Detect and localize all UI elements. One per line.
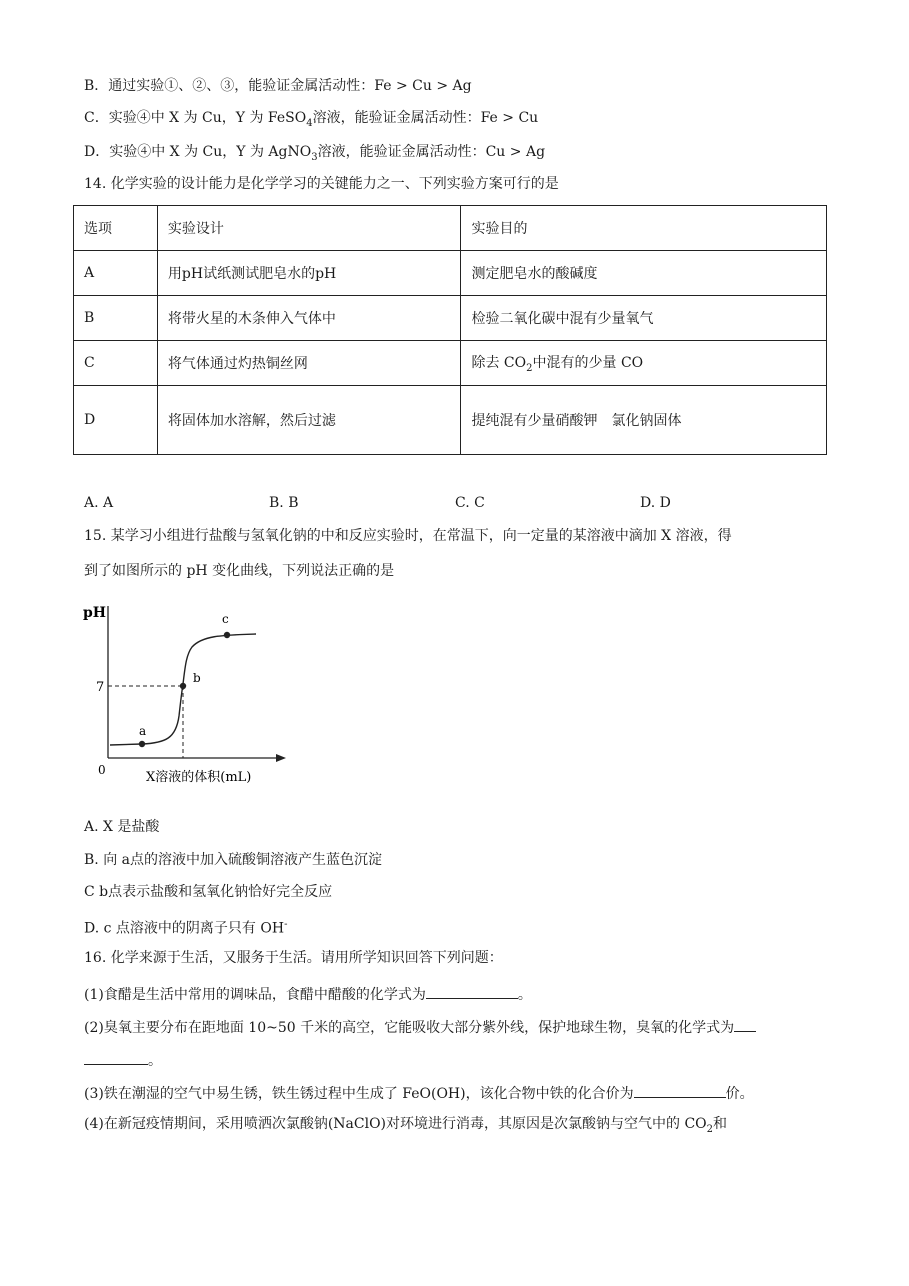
point-a-label: a xyxy=(139,724,147,738)
point-c-label: c xyxy=(222,612,229,626)
q14-table xyxy=(73,205,827,455)
table-cell: 除去 $CO_2$中混有的少量 CO xyxy=(461,341,827,386)
table-header: 选项 xyxy=(74,206,158,251)
table-row xyxy=(74,296,827,341)
origin-label: 0 xyxy=(98,763,106,777)
table-header: 实验设计 xyxy=(157,206,461,251)
x-axis-arrow xyxy=(276,754,286,762)
table-cell: 测定肥皂水的酸碱度 xyxy=(461,251,827,296)
table-row xyxy=(74,386,827,455)
table-cell: 将固体加水溶解，然后过滤 xyxy=(157,386,461,455)
q15-option-c: C b点表示盐酸和氢氧化钠恰好完全反应 xyxy=(84,884,333,900)
q14-stem: 14. 化学实验的设计能力是化学学习的关键能力之一、下列实验方案可行的是 xyxy=(84,176,559,192)
table-row xyxy=(74,251,827,296)
q14-answer-d: D. D xyxy=(640,495,671,511)
point-b xyxy=(180,683,186,689)
table-cell: C xyxy=(74,341,158,386)
table-cell: D xyxy=(74,386,158,455)
q14-answer-a: A. A xyxy=(84,495,114,511)
table-row xyxy=(74,341,827,386)
table-cell: A xyxy=(74,251,158,296)
q13-option-c: C．实验④中 X 为 Cu，Y 为 FeSO$_4$溶液，能验证金属活动性：Fe > Cu xyxy=(84,110,539,129)
y-axis-label: pH xyxy=(83,605,107,621)
q15-option-b: B. 向 a点的溶液中加入硫酸铜溶液产生蓝色沉淀 xyxy=(84,852,382,868)
point-a xyxy=(139,741,145,747)
q14-answer-b: B. B xyxy=(269,495,299,511)
answer-blank[interactable] xyxy=(84,1050,148,1065)
q15-option-a: A. X 是盐酸 xyxy=(84,819,160,835)
table-cell: 提纯混有少量硝酸钾 氯化钠固体 xyxy=(461,386,827,455)
table-cell: 将气体通过灼热铜丝网 xyxy=(157,341,461,386)
answer-blank[interactable] xyxy=(426,984,518,999)
x-axis-label: X溶液的体积(mL) xyxy=(146,770,252,785)
table-cell: 将带火星的木条伸入气体中 xyxy=(157,296,461,341)
q16-part-3: (3)铁在潮湿的空气中易生锈，铁生锈过程中生成了 FeO(OH)，该化合物中铁的化合价为 价。 xyxy=(84,1083,754,1104)
q16-stem: 16. 化学来源于生活，又服务于生活。请用所学知识回答下列问题： xyxy=(84,950,503,966)
q16-part-2-cont: 。 xyxy=(84,1050,162,1071)
point-c xyxy=(224,632,230,638)
q14-answer-c: C. C xyxy=(455,495,485,511)
q15-stem-line2: 到了如图所示的 pH 变化曲线，下列说法正确的是 xyxy=(84,563,395,579)
q15-stem-line1: 15. 某学习小组进行盐酸与氢氧化钠的中和反应实验时，在常温下，向一定量的某溶液中滴加 X 溶液，得 xyxy=(84,528,732,544)
table-cell: 用pH试纸测试肥皂水的pH xyxy=(157,251,461,296)
answer-blank[interactable] xyxy=(734,1017,756,1032)
q13-option-d: D．实验④中 X 为 Cu，Y 为 AgNO$_3$溶液，能验证金属活动性：Cu > Ag xyxy=(84,144,546,163)
q13-option-b: B．通过实验①、②、③，能验证金属活动性：Fe > Cu > Ag xyxy=(84,78,472,94)
table-header: 实验目的 xyxy=(461,206,827,251)
y-tick-label: 7 xyxy=(96,680,105,695)
q16-part-1: (1)食醋是生活中常用的调味品，食醋中醋酸的化学式为 。 xyxy=(84,984,532,1005)
q15-option-d: D. c 点溶液中的阴离子只有 OH- xyxy=(84,919,288,937)
q16-part-2: (2)臭氧主要分布在距地面 10~50 千米的高空，它能吸收大部分紫外线，保护地球生物，臭氧的化学式为 xyxy=(84,1017,756,1038)
table-cell: B xyxy=(74,296,158,341)
table-cell: 检验二氧化碳中混有少量氧气 xyxy=(461,296,827,341)
table-header-row xyxy=(74,206,827,251)
ph-curve-chart xyxy=(80,598,300,790)
q16-part-4: (4)在新冠疫情期间，采用喷洒次氯酸钠(NaClO)对环境进行消毒，其原因是次氯酸钠与空气中的 $CO_2$和 xyxy=(84,1116,728,1135)
point-b-label: b xyxy=(193,671,201,685)
answer-blank[interactable] xyxy=(634,1083,726,1098)
